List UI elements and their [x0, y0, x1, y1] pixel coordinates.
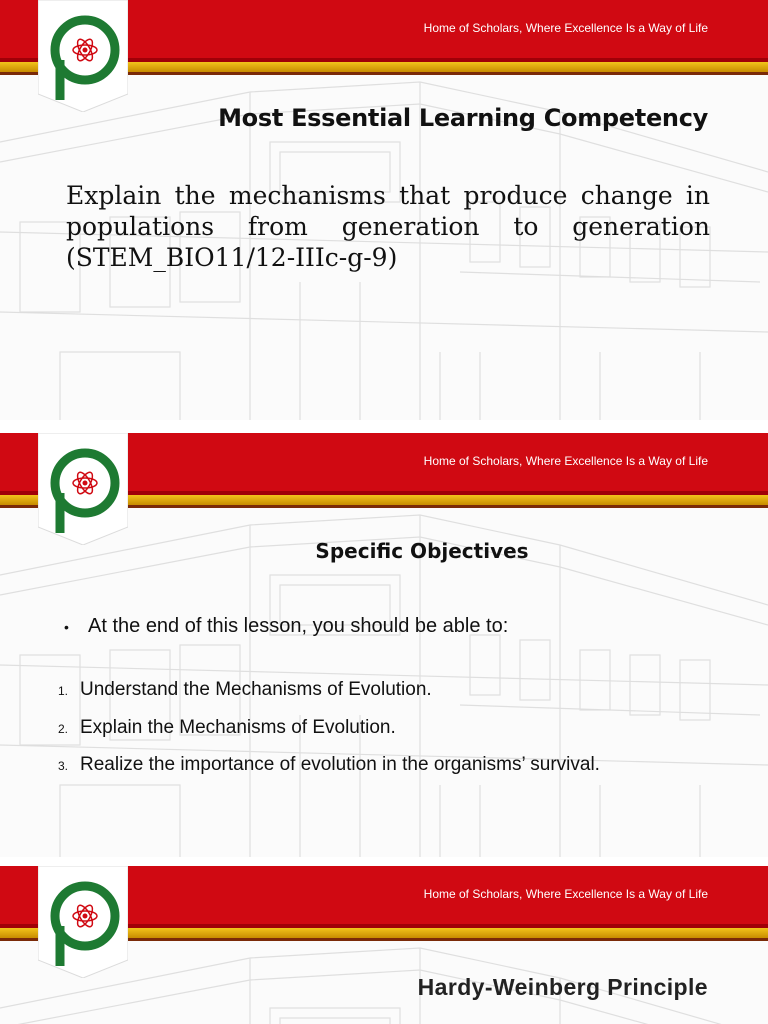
item-number: 2.: [58, 721, 69, 736]
tagline: Home of Scholars, Where Excellence Is a Way of Life: [423, 454, 708, 468]
bullet-text: At the end of this lesson, you should be able to:: [88, 615, 509, 637]
item-text: Realize the importance of evolution in the organisms’ survival.: [80, 754, 600, 775]
item-number: 1.: [58, 684, 69, 698]
slide-competency: [0, 0, 768, 420]
objectives-list: [58, 679, 600, 792]
competency-text: Explain the mechanisms that produce change in populations from generation to generation (STEM_BIO11/12-IIIc-g-9): [66, 181, 710, 272]
slide-hardy-weinberg: [0, 866, 768, 1024]
slide-objectives: [0, 433, 768, 857]
school-logo-icon: [38, 433, 128, 545]
slide-title: Most Essential Learning Competency: [218, 104, 708, 132]
school-logo-icon: [38, 866, 128, 978]
school-logo-icon: [38, 0, 128, 112]
list-item: [58, 754, 600, 792]
item-text: Understand the Mechanisms of Evolution.: [80, 679, 432, 700]
tagline: Home of Scholars, Where Excellence Is a Way of Life: [423, 21, 708, 35]
item-number: 3.: [58, 759, 69, 773]
intro-bullet: [64, 615, 508, 639]
slide-title: Hardy-Weinberg Principle: [417, 974, 708, 1000]
slide-title: Specific Objectives: [315, 539, 529, 563]
item-text: Explain the Mechanisms of Evolution.: [80, 716, 396, 738]
list-item: [58, 717, 600, 755]
list-item: [58, 679, 600, 717]
bullet-icon: •: [64, 619, 69, 635]
tagline: Home of Scholars, Where Excellence Is a Way of Life: [423, 887, 708, 901]
